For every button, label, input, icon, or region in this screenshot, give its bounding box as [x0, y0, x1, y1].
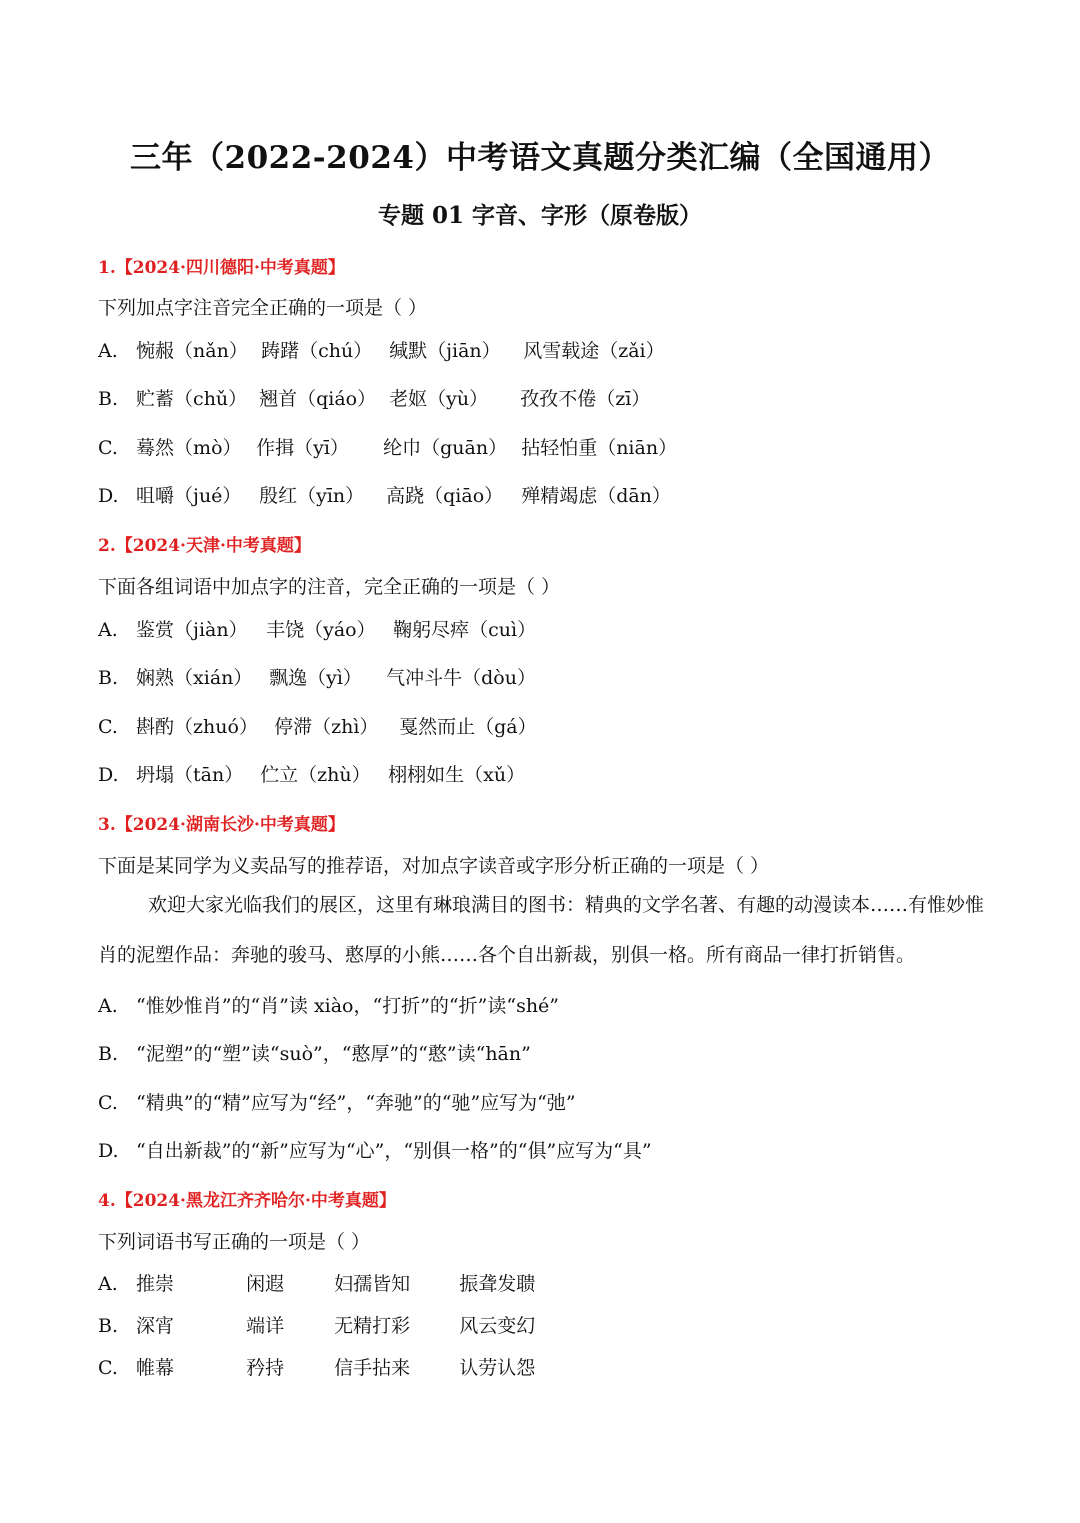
option-item: 气冲斗牛（dòu） — [386, 667, 536, 689]
option-text: “泥塑”的“塑”读“suò”，“憨厚”的“憨”读“hān” — [136, 1043, 531, 1065]
question-3-source: 3.【2024·湖南长沙·中考真题】 — [98, 815, 345, 835]
option-item: 殷红（yīn） — [259, 485, 365, 507]
option-label: C. — [98, 716, 118, 738]
option-label: A. — [98, 619, 118, 641]
option-label: B. — [98, 1315, 119, 1337]
option-text: “惟妙惟肖”的“肖”读 xiào，“打折”的“折”读“shé” — [136, 995, 560, 1017]
question-1-option-b — [98, 384, 650, 411]
option-label: C. — [98, 437, 118, 459]
question-1-option-a — [98, 336, 665, 363]
option-item: 孜孜不倦（zī） — [520, 388, 651, 410]
option-item: 纶巾（guān） — [383, 437, 508, 459]
question-3-option-c — [98, 1088, 576, 1115]
option-item: 斟酌（zhuó） — [136, 716, 258, 738]
option-item: 停滞（zhì） — [274, 716, 379, 738]
option-item: 殚精竭虑（dān） — [521, 485, 671, 507]
question-2-option-d — [98, 760, 525, 787]
option-item: 无精打彩 — [334, 1315, 411, 1337]
option-label: C. — [98, 1357, 118, 1379]
question-1-stem: 下列加点字注音完全正确的一项是（ ） — [98, 297, 428, 319]
option-item: 深宵 — [136, 1315, 175, 1337]
question-3-option-d — [98, 1136, 652, 1163]
option-label: C. — [98, 1092, 118, 1114]
option-item: 惋赧（nǎn） — [136, 340, 248, 362]
option-item: 风云变幻 — [459, 1315, 536, 1337]
option-item: 闲遐 — [246, 1273, 285, 1295]
option-item: 栩栩如生（xǔ） — [388, 764, 526, 786]
option-item: 踌躇（chú） — [261, 340, 373, 362]
question-2-option-c — [98, 712, 537, 739]
option-label: D. — [98, 485, 119, 507]
option-item: 娴熟（xián） — [136, 667, 253, 689]
option-item: 高跷（qiāo） — [386, 485, 504, 507]
option-text: “自出新裁”的“新”应写为“心”，“别俱一格”的“俱”应写为“具” — [136, 1140, 652, 1162]
question-3-option-a — [98, 991, 559, 1018]
option-item: 风雪载途（zǎi） — [523, 340, 665, 362]
question-2-source: 2.【2024·天津·中考真题】 — [98, 536, 311, 556]
question-4-option-b — [98, 1311, 535, 1338]
option-item: 戛然而止（gá） — [399, 716, 537, 738]
option-item: 妇孺皆知 — [334, 1273, 411, 1295]
option-item: 推崇 — [136, 1273, 175, 1295]
question-1-source: 1.【2024·四川德阳·中考真题】 — [98, 258, 345, 278]
option-item: 丰饶（yáo） — [266, 619, 376, 641]
option-item: 坍塌（tān） — [136, 764, 244, 786]
option-item: 拈轻怕重（niān） — [521, 437, 678, 459]
option-item: 作揖（yī） — [256, 437, 349, 459]
question-4-option-a — [98, 1269, 535, 1296]
option-item: 帷幕 — [136, 1357, 175, 1379]
document-title: 三年（2022-2024）中考语文真题分类汇编（全国通用） — [130, 140, 950, 176]
option-item: 翘首（qiáo） — [259, 388, 377, 410]
option-item: 鉴赏（jiàn） — [136, 619, 248, 641]
question-3-option-b — [98, 1039, 531, 1066]
option-label: D. — [98, 1140, 119, 1162]
option-item: 贮蓄（chǔ） — [136, 388, 248, 410]
option-text: “精典”的“精”应写为“经”，“奔驰”的“驰”应写为“弛” — [136, 1092, 576, 1114]
option-item: 蓦然（mò） — [136, 437, 242, 459]
option-item: 振聋发聩 — [459, 1273, 536, 1295]
option-item: 端详 — [246, 1315, 285, 1337]
question-4-source: 4.【2024·黑龙江齐齐哈尔·中考真题】 — [98, 1191, 396, 1211]
option-item: 矜持 — [246, 1357, 285, 1379]
question-3-stem: 下面是某同学为义卖品写的推荐语，对加点字读音或字形分析正确的一项是（ ） — [98, 855, 770, 877]
option-label: B. — [98, 388, 119, 410]
option-label: D. — [98, 764, 119, 786]
question-2-stem: 下面各组词语中加点字的注音，完全正确的一项是（ ） — [98, 576, 561, 598]
question-3-passage: 欢迎大家光临我们的展区，这里有琳琅满目的图书：精典的文学名著、有趣的动漫读本……有惟妙惟肖的泥塑作品：奔驰的骏马、憨厚的小熊……各个自出新裁，别俱一格。所有商品一律打折销售。 — [98, 894, 985, 966]
question-2-option-b — [98, 663, 536, 690]
question-2-option-a — [98, 615, 536, 642]
question-4-option-c — [98, 1353, 535, 1380]
option-label: B. — [98, 1043, 119, 1065]
option-item: 鞠躬尽瘁（cuì） — [393, 619, 537, 641]
option-label: B. — [98, 667, 119, 689]
option-item: 老妪（yù） — [389, 388, 489, 410]
question-1-option-d — [98, 481, 671, 508]
question-1-option-c — [98, 433, 677, 460]
option-item: 伫立（zhù） — [260, 764, 371, 786]
option-item: 咀嚼（jué） — [136, 485, 242, 507]
option-label: A. — [98, 340, 118, 362]
question-4-stem: 下列词语书写正确的一项是（ ） — [98, 1231, 371, 1253]
option-label: A. — [98, 995, 118, 1017]
option-item: 信手拈来 — [334, 1357, 411, 1379]
option-item: 认劳认怨 — [459, 1357, 536, 1379]
document-subtitle: 专题 01 字音、字形（原卷版） — [377, 202, 703, 229]
option-item: 飘逸（yì） — [269, 667, 362, 689]
option-label: A. — [98, 1273, 118, 1295]
option-item: 缄默（jiān） — [389, 340, 501, 362]
